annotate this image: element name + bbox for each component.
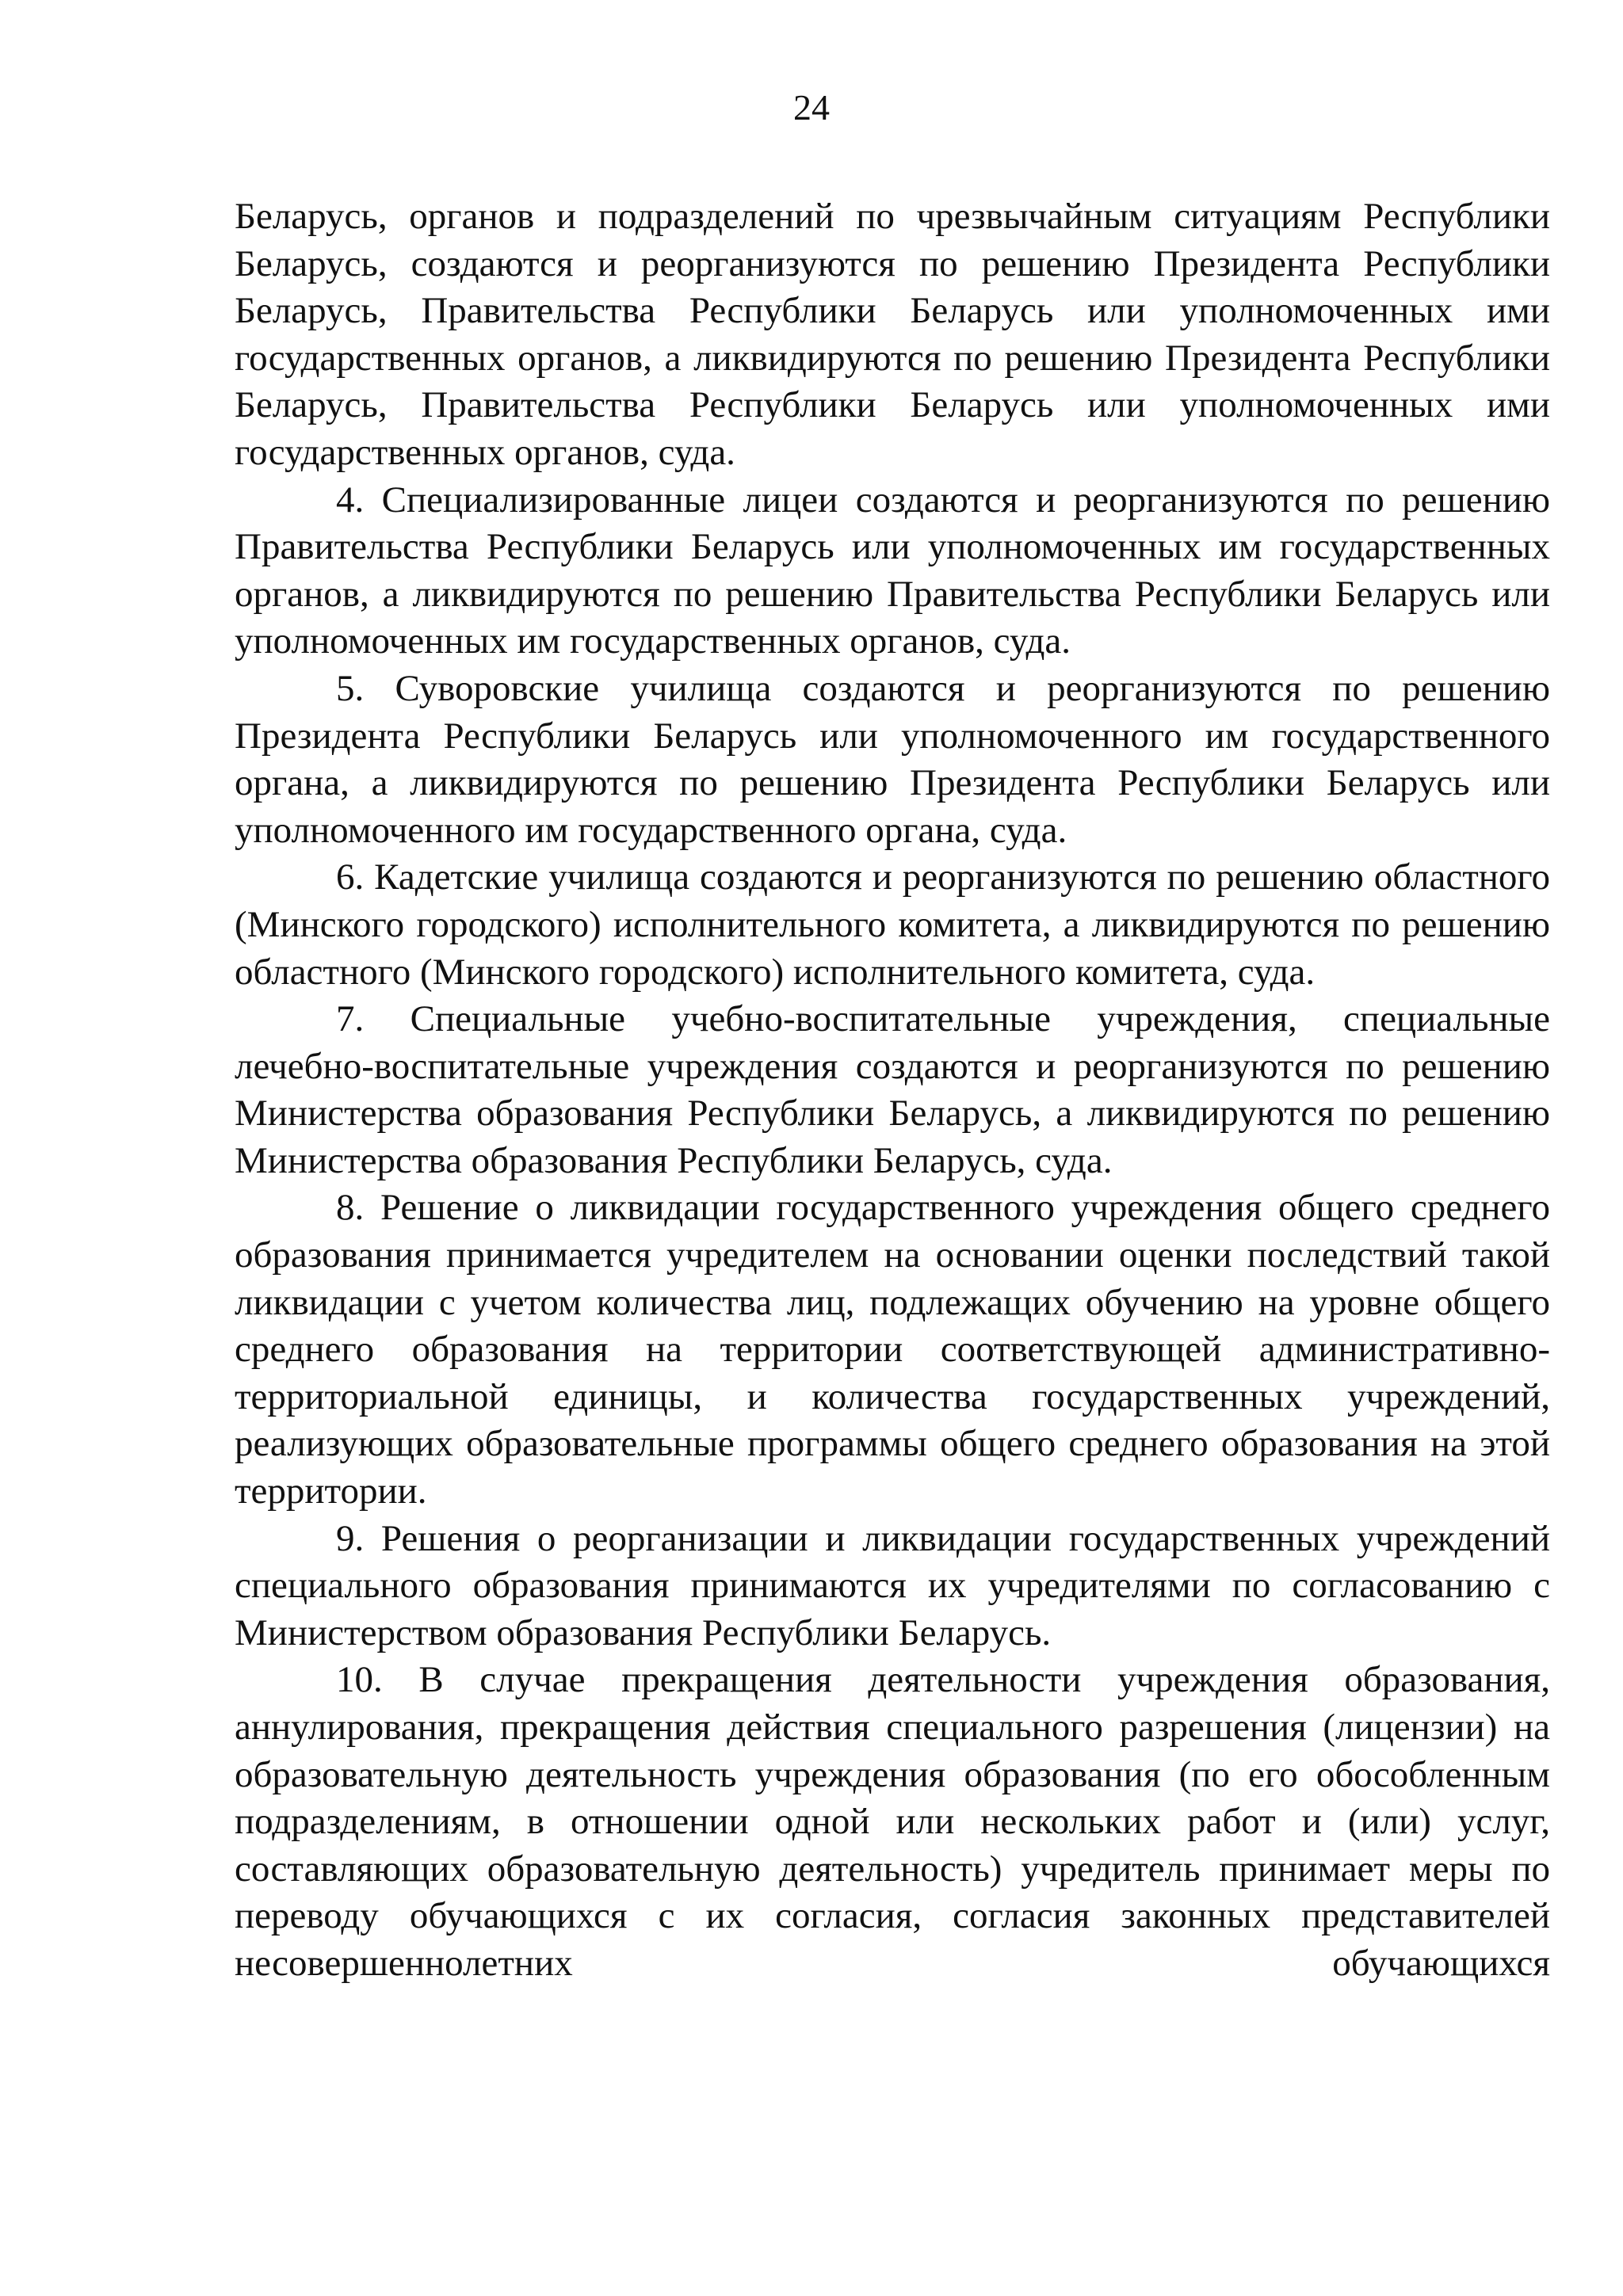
page-number: 24: [793, 87, 830, 128]
paragraph-item-4: 4. Специализированные лицеи создаются и реорганизуются по решению Правительства Республики Беларусь или уполномоченных им государственных органов, а ликвидируются по решению Правительства Республики Беларусь или уполномоченных им государственных органов, суда.: [235, 479, 1550, 662]
paragraph-item-8: 8. Решение о ликвидации государственного учреждения общего среднего образования принимается учредителем на основании оценки последствий такой ликвидации с учетом количества лиц, подлежащих обучению на уровне общего среднего образования на территории соответствующей административно-территориальной единицы, и количества государственных учреждений, реализующих образовательные программы общего среднего образования на этой территории.: [235, 1187, 1550, 1512]
paragraph-item-5: 5. Суворовские училища создаются и реорганизуются по решению Президента Республики Беларусь или уполномоченного им государственного органа, а ликвидируются по решению Президента Республики Беларусь или уполномоченного им государственного органа, суда.: [235, 667, 1550, 851]
paragraph-item-7: 7. Специальные учебно-воспитательные учреждения, специальные лечебно-воспитательные учреждения создаются и реорганизуются по решению Министерства образования Республики Беларусь, а ликвидируются по решению Министерства образования Республики Беларусь, суда.: [235, 998, 1550, 1181]
paragraph-continuation: Беларусь, органов и подразделений по чрезвычайным ситуациям Республики Беларусь, создаются и реорганизуются по решению Президента Республики Беларусь, Правительства Республики Беларусь или уполномоченных ими государственных органов, а ликвидируются по решению Президента Республики Беларусь, Правительства Республики Беларусь или уполномоченных ими государственных органов, суда.: [235, 196, 1550, 473]
paragraph-item-9: 9. Решения о реорганизации и ликвидации государственных учреждений специального образования принимаются их учредителями по согласованию с Министерством образования Республики Беларусь.: [235, 1517, 1550, 1653]
paragraph-item-6: 6. Кадетские училища создаются и реорганизуются по решению областного (Минского городского) исполнительного комитета, а ликвидируются по решению областного (Минского городского) исполнительного комитета, суда.: [235, 856, 1550, 993]
document-body: [235, 193, 1550, 1988]
paragraph-item-10: 10. В случае прекращения деятельности учреждения образования, аннулирования, прекращения действия специального разрешения (лицензии) на образовательную деятельность учреждения образования (по его обособленным подразделениям, в отношении одной или нескольких работ и (или) услуг, составляющих образовательную деятельность) учредитель принимает меры по переводу обучающихся с их согласия, согласия законных представителей несовершеннолетних обучающихся: [235, 1659, 1550, 1984]
